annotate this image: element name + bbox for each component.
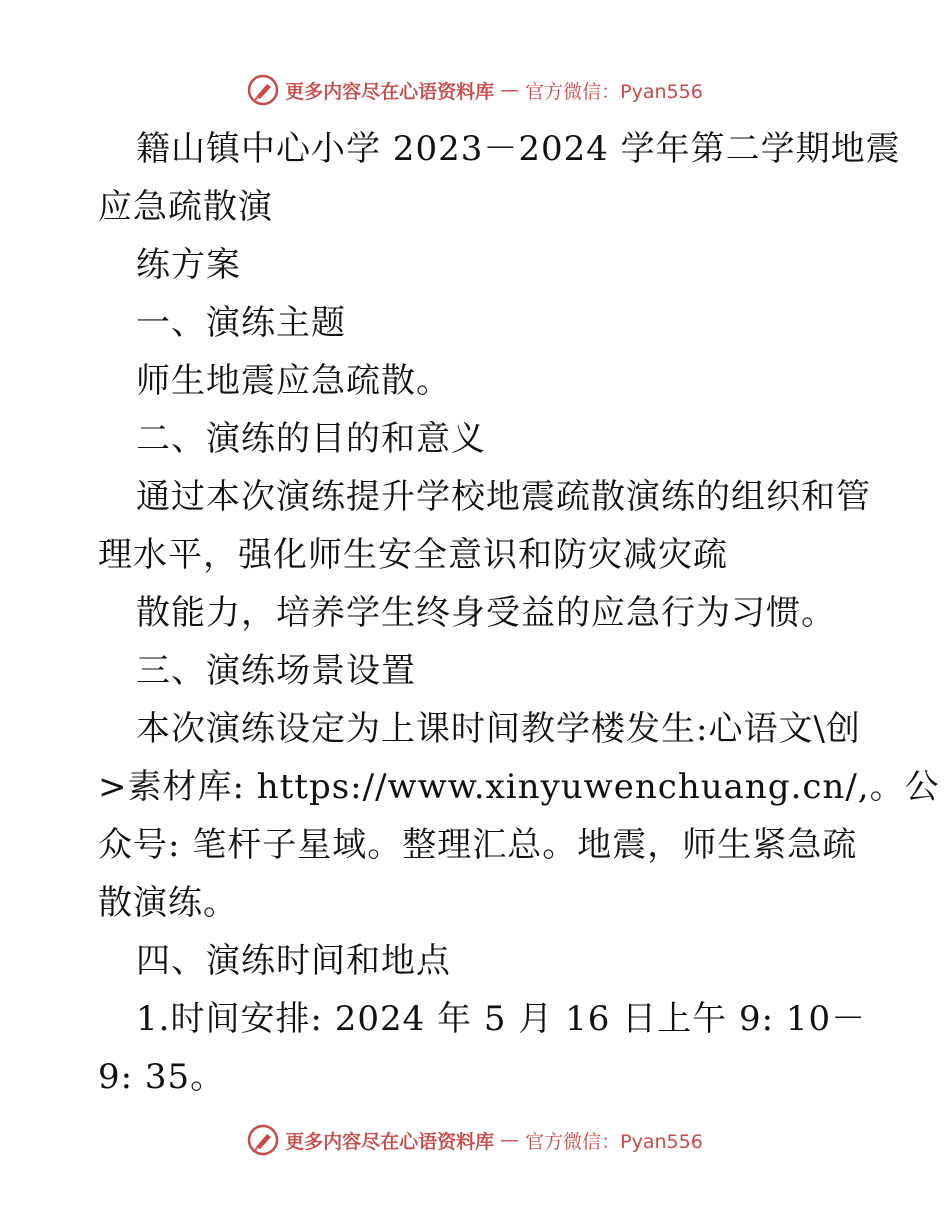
paragraph-line: 散演练。 xyxy=(98,883,238,923)
document-title-line-1: 籍山镇中心小学 2023－2024 学年第二学期地震 xyxy=(136,129,901,169)
paragraph-line: 通过本次演练提升学校地震疏散演练的组织和管 xyxy=(136,477,871,517)
section-heading-3: 三、演练场景设置 xyxy=(136,651,416,691)
watermark-dash: — xyxy=(500,1129,520,1151)
document-title-line-3: 练方案 xyxy=(136,245,241,285)
watermark-banner-bottom xyxy=(0,1120,950,1160)
paragraph-line: 理水平，强化师生安全意识和防灾减灾疏 xyxy=(98,535,728,575)
pen-logo-icon xyxy=(247,1124,279,1156)
paragraph-line: 1.时间安排: 2024 年 5 月 16 日上午 9: 10－ xyxy=(136,999,867,1039)
paragraph-line: >素材库: https://www.xinyuwenchuang.cn/,。公 xyxy=(98,767,940,807)
paragraph-line: 散能力，培养学生终身受益的应急行为习惯。 xyxy=(136,593,836,633)
paragraph-line: 9: 35。 xyxy=(98,1057,226,1097)
paragraph-line: 本次演练设定为上课时间教学楼发生:心语文\创 xyxy=(136,709,861,749)
document-body xyxy=(98,120,940,1106)
paragraph-line: 师生地震应急疏散。 xyxy=(136,361,451,401)
watermark-banner-top xyxy=(0,70,950,110)
section-heading-2: 二、演练的目的和意义 xyxy=(136,419,486,459)
pen-logo-icon xyxy=(247,74,279,106)
section-heading-1: 一、演练主题 xyxy=(136,303,346,343)
watermark-contact: 官方微信：Pyan556 xyxy=(525,80,703,103)
document-title-line-2: 应急疏散演 xyxy=(98,187,273,227)
watermark-dash: — xyxy=(500,79,520,101)
watermark-text: 更多内容尽在心语资料库 xyxy=(285,80,495,103)
paragraph-line: 众号: 笔杆子星域。整理汇总。地震，师生紧急疏 xyxy=(98,825,858,865)
watermark-contact: 官方微信：Pyan556 xyxy=(525,1130,703,1153)
section-heading-4: 四、演练时间和地点 xyxy=(136,941,451,981)
watermark-text: 更多内容尽在心语资料库 xyxy=(285,1130,495,1153)
